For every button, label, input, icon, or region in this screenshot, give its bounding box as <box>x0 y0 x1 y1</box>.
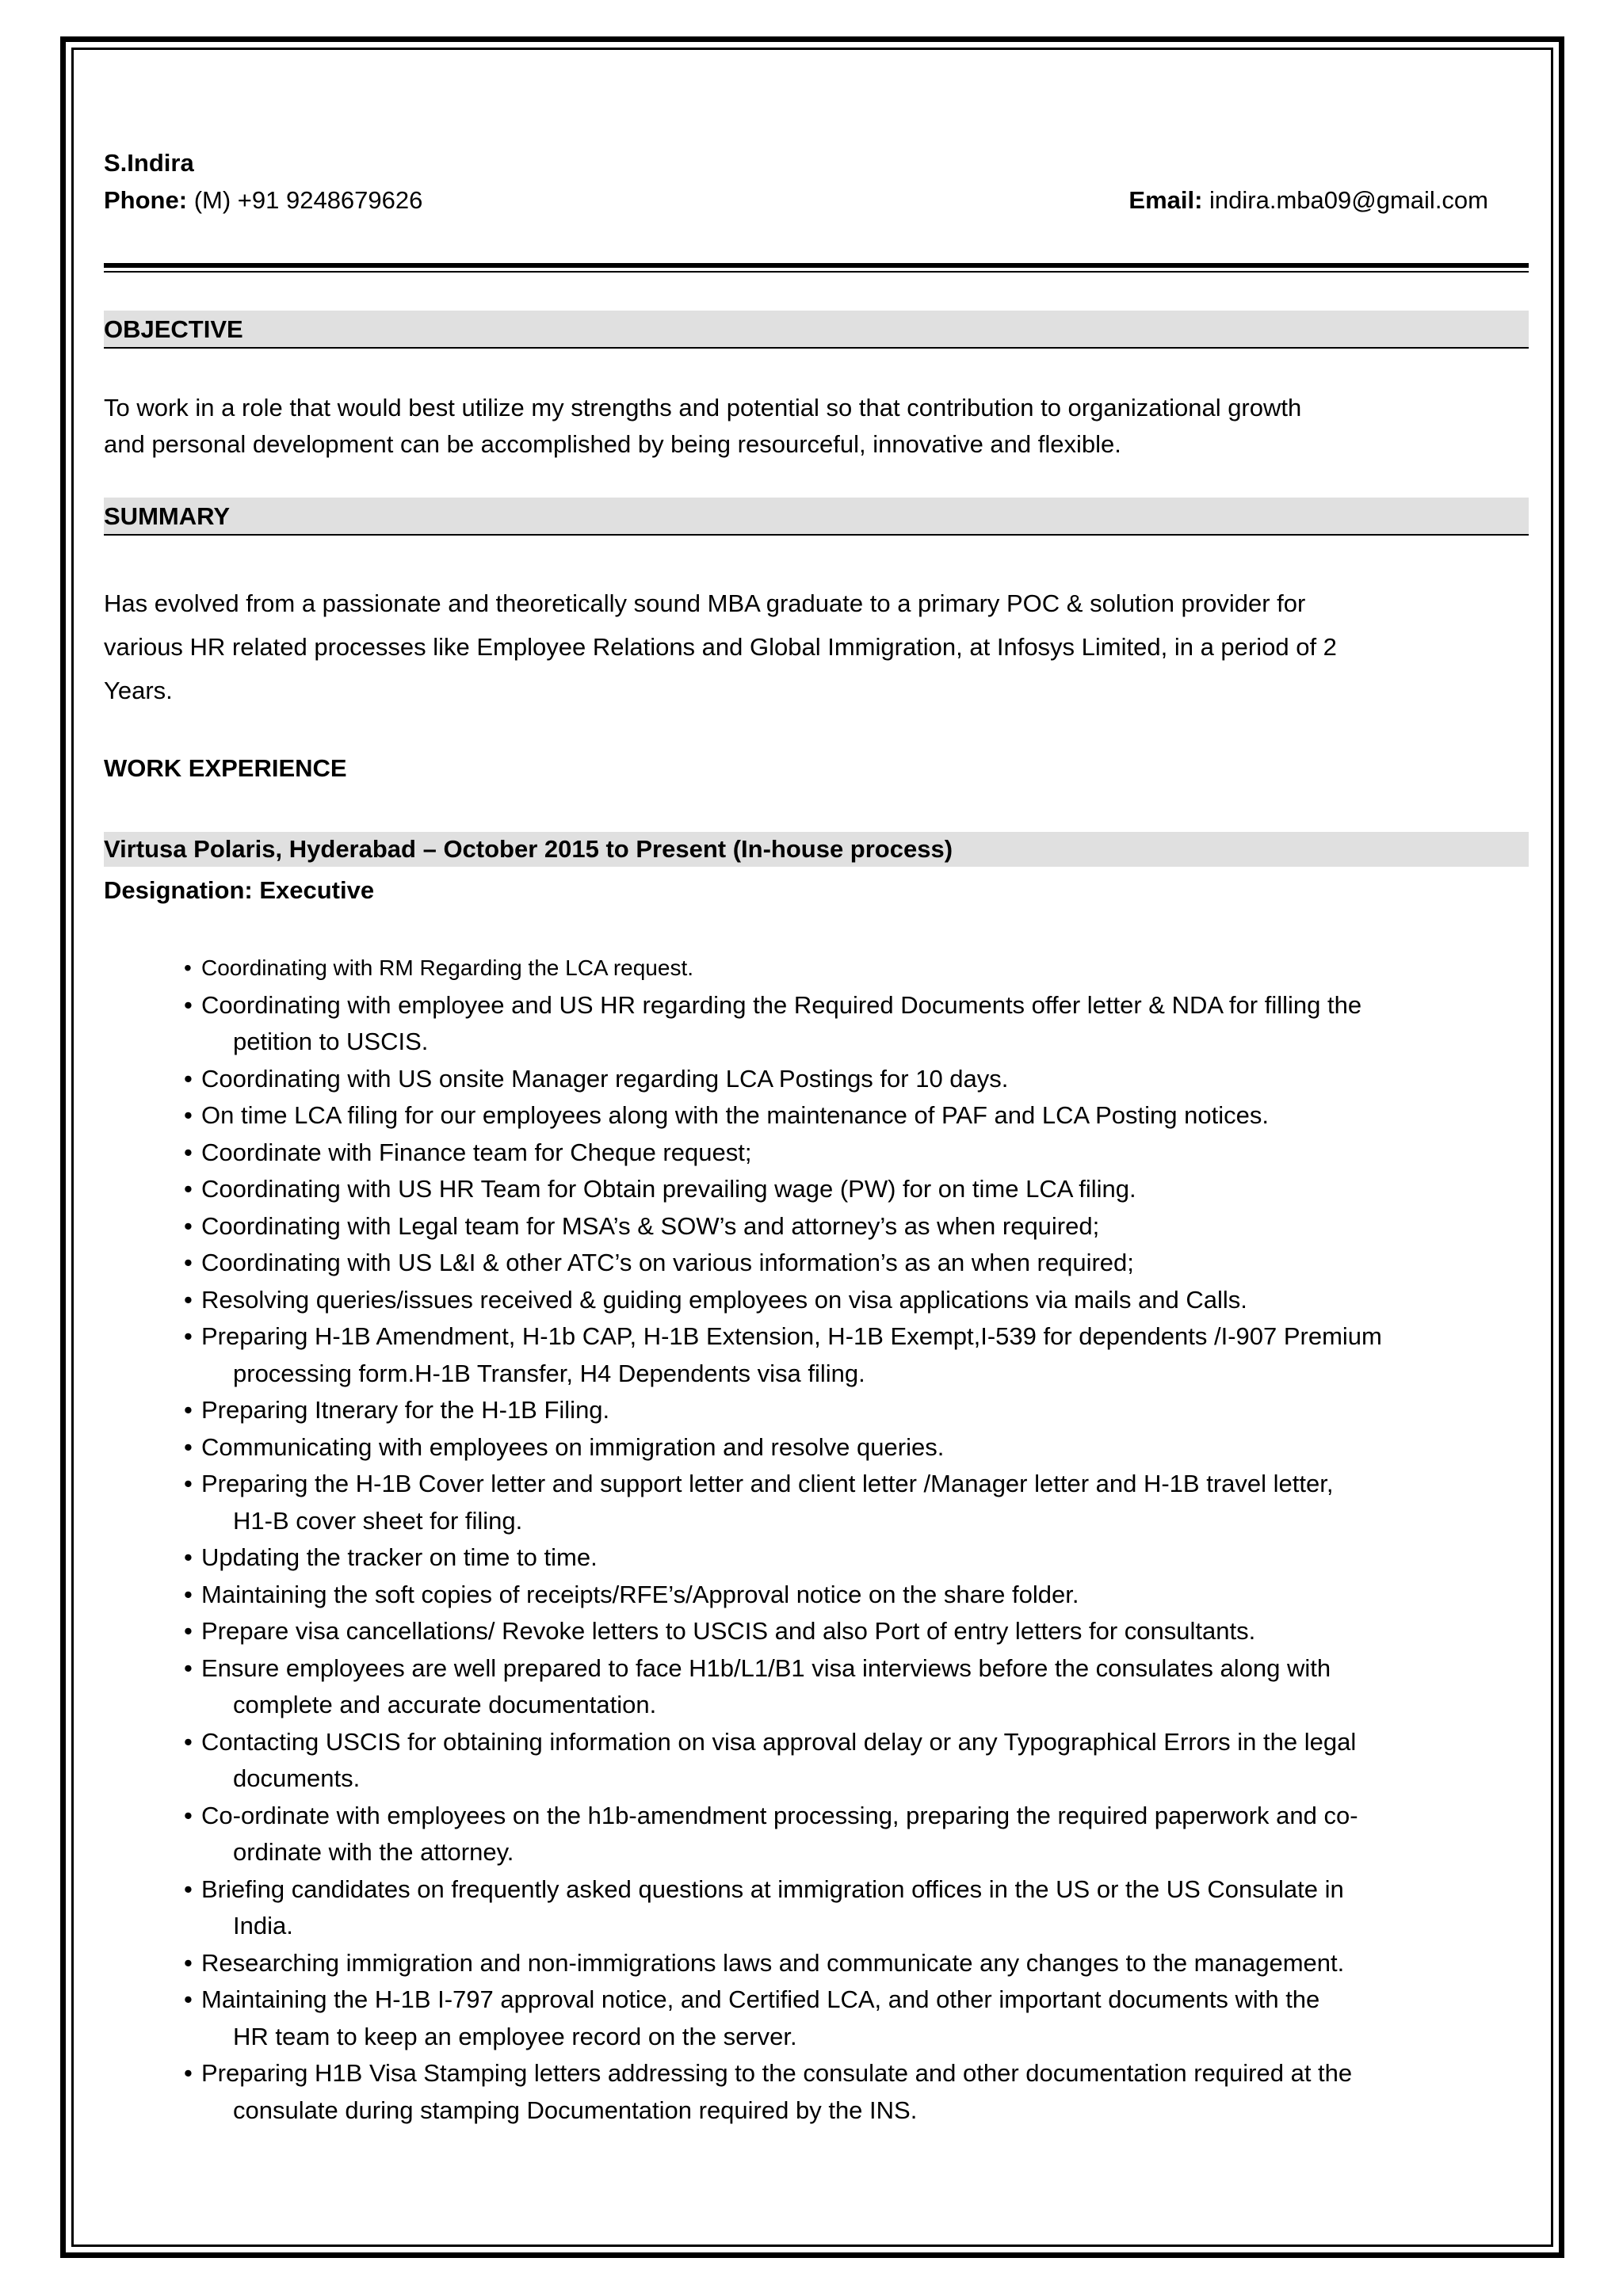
list-item <box>184 1392 1531 1429</box>
list-item-text: Coordinating with US HR Team for Obtain prevailing wage (PW) for on time LCA filing. <box>201 1175 1136 1203</box>
list-item-continuation: H1-B cover sheet for filing. <box>233 1506 523 1535</box>
list-item-text: Researching immigration and non-immigrations laws and communicate any changes to the management. <box>201 1948 1345 1977</box>
list-item-text: Coordinating with US L&I & other ATC’s on various information’s as an when required; <box>201 1249 1134 1276</box>
list-item-text: Prepare visa cancellations/ Revoke letters to USCIS and also Port of entry letters for consultants. <box>201 1617 1256 1645</box>
list-item <box>184 1539 1531 1577</box>
email-block <box>1128 186 1488 215</box>
list-item-text: Co-ordinate with employees on the h1b-amendment processing, preparing the required paperwork and co- <box>201 1801 1358 1829</box>
list-item-continuation: documents. <box>233 1764 361 1792</box>
list-item-text: Coordinating with employee and US HR regarding the Required Documents offer letter & NDA for filling the <box>201 990 1362 1019</box>
list-item-text: Coordinate with Finance team for Cheque request; <box>201 1138 752 1166</box>
list-item-continuation: ordinate with the attorney. <box>233 1838 514 1866</box>
objective-heading-bar <box>104 311 1529 349</box>
summary-line: Has evolved from a passionate and theoretically sound MBA graduate to a primary POC & solution provider for <box>104 589 1306 617</box>
objective-heading: OBJECTIVE <box>104 315 243 343</box>
list-item-text: On time LCA filing for our employees along with the maintenance of PAF and LCA Posting notices. <box>201 1101 1269 1129</box>
summary-heading: SUMMARY <box>104 502 231 530</box>
list-item <box>184 1245 1531 1282</box>
objective-text <box>104 390 1529 463</box>
list-item <box>184 1798 1531 1871</box>
list-item <box>184 1613 1531 1650</box>
summary-line: Years. <box>104 677 173 704</box>
list-item-text: Coordinating with RM Regarding the LCA request. <box>201 955 694 980</box>
header-divider-thick <box>104 263 1529 268</box>
list-item <box>184 1061 1531 1098</box>
summary-text <box>104 582 1529 712</box>
list-item-continuation: consulate during stamping Documentation required by the INS. <box>233 2096 918 2124</box>
list-item <box>184 1318 1531 1392</box>
list-item <box>184 1466 1531 1539</box>
list-item <box>184 987 1531 1061</box>
list-item <box>184 1871 1531 1945</box>
email-label: Email: <box>1128 186 1203 214</box>
list-item <box>184 1945 1531 1982</box>
list-item-text: Maintaining the H-1B I-797 approval notice, and Certified LCA, and other important documents with the <box>201 1985 1320 2013</box>
list-item-continuation: HR team to keep an employee record on the server. <box>233 2022 797 2050</box>
list-item-continuation: complete and accurate documentation. <box>233 1691 657 1718</box>
list-item-continuation: processing form.H-1B Transfer, H4 Dependents visa filing. <box>233 1359 865 1387</box>
header-divider-thin <box>104 271 1529 273</box>
list-item-text: Contacting USCIS for obtaining information on visa approval delay or any Typographical Errors in the legal <box>201 1727 1357 1756</box>
list-item-continuation: India. <box>233 1912 293 1939</box>
list-item <box>184 1208 1531 1245</box>
designation: Designation: Executive <box>104 876 375 904</box>
list-item-text: Preparing Itnerary for the H-1B Filing. <box>201 1396 610 1424</box>
list-item-text: Preparing H1B Visa Stamping letters addressing to the consulate and other documentation required at the <box>201 2059 1353 2087</box>
list-item <box>184 950 1531 987</box>
work-experience-heading: WORK EXPERIENCE <box>104 754 347 782</box>
objective-line: To work in a role that would best utilize my strengths and potential so that contribution to organizational growth <box>104 394 1302 421</box>
summary-heading-bar <box>104 498 1529 536</box>
list-item-text: Briefing candidates on frequently asked questions at immigration offices in the US or the US Consulate in <box>201 1875 1344 1903</box>
list-item <box>184 1171 1531 1208</box>
list-item-continuation: petition to USCIS. <box>233 1028 429 1055</box>
phone-label: Phone: <box>104 186 188 214</box>
email-value[interactable]: indira.mba09@gmail.com <box>1209 186 1488 214</box>
list-item <box>184 1577 1531 1614</box>
list-item <box>184 1724 1531 1798</box>
responsibilities-list <box>184 950 1531 2129</box>
list-item <box>184 1981 1531 2055</box>
list-item-text: Preparing the H-1B Cover letter and support letter and client letter /Manager letter and H-1B travel letter, <box>201 1470 1334 1497</box>
list-item-text: Resolving queries/issues received & guiding employees on visa applications via mails and Calls. <box>201 1285 1247 1314</box>
job-title-bar <box>104 832 1529 867</box>
list-item-text: Communicating with employees on immigration and resolve queries. <box>201 1432 945 1461</box>
list-item-text: Coordinating with US onsite Manager regarding LCA Postings for 10 days. <box>201 1064 1009 1093</box>
job-title: Virtusa Polaris, Hyderabad – October 2015 to Present (In-house process) <box>104 835 953 863</box>
contact-line <box>104 186 1529 215</box>
summary-line: various HR related processes like Employee Relations and Global Immigration, at Infosys Limited, in a period of 2 <box>104 633 1337 661</box>
list-item <box>184 2055 1531 2129</box>
list-item <box>184 1135 1531 1172</box>
list-item <box>184 1429 1531 1466</box>
list-item-text: Preparing H-1B Amendment, H-1b CAP, H-1B Extension, H-1B Exempt,I-539 for dependents /I-907 Premium <box>201 1322 1382 1350</box>
list-item <box>184 1650 1531 1724</box>
list-item-text: Updating the tracker on time to time. <box>201 1543 598 1571</box>
list-item-text: Maintaining the soft copies of receipts/RFE’s/Approval notice on the share folder. <box>201 1580 1079 1608</box>
objective-line: and personal development can be accomplished by being resourceful, innovative and flexible. <box>104 430 1121 458</box>
list-item <box>184 1282 1531 1319</box>
phone-value: (M) +91 9248679626 <box>193 186 423 214</box>
list-item-text: Ensure employees are well prepared to face H1b/L1/B1 visa interviews before the consulates along with <box>201 1653 1331 1682</box>
list-item <box>184 1097 1531 1135</box>
list-item-text: Coordinating with Legal team for MSA’s & SOW’s and attorney’s as when required; <box>201 1211 1100 1240</box>
candidate-name: S.Indira <box>104 149 194 177</box>
